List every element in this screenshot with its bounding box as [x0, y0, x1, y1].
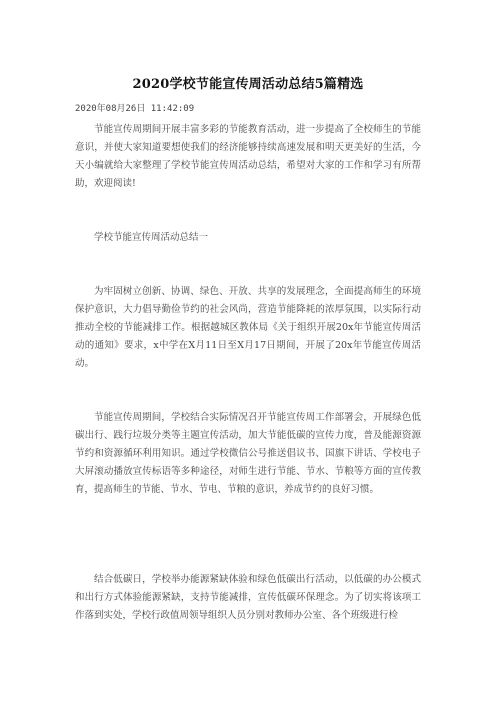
body-paragraph-3: 结合低碳日，学校举办能源紧缺体验和绿色低碳出行活动，以低碳的办公模式和出行方式体验能源紧缺，支持节能减排，宣传低碳环保理念。为了切实将该项工作落到实处，学校行政值周领导组织人员分别对教师办公室、各个班级进行检: [75, 574, 421, 621]
article-title: 2020学校节能宣传周活动总结5篇精选: [132, 77, 364, 92]
publish-date: 2020年08月26日 11:42:09: [75, 104, 195, 114]
body-paragraph-2: 节能宣传周期间，学校结合实际情况召开节能宣传周工作部署会，开展绿色低碳出行、践行垃圾分类等主题宣传活动，加大节能低碳的宣传力度，普及能源资源节约和资源循环利用知识。通过学校微信公号推送倡议书、国旗下讲话、学校电子大屏滚动播放宣传标语等多种途径，对师生进行节能、节水、节粮等方面的宣传教育，提高师生的节能、节水、节电、节粮的意识，养成节约的良好习惯。: [75, 412, 421, 495]
intro-paragraph: 节能宣传周期间开展丰富多彩的节能教育活动，进一步提高了全校师生的节能意识，并使大家知道要想使我们的经济能够持续高速发展和明天更美好的生活，今天小编就给大家整理了学校节能宣传周活动总结，希望对大家的工作和学习有所帮助，欢迎阅读!: [75, 124, 421, 189]
body-paragraph-1: 为牢固树立创新、协调、绿色、开放、共享的发展理念，全面提高师生的环境保护意识，大力倡导勤俭节约的社会风尚，营造节能降耗的浓厚氛围，以实际行动推动全校的节能减排工作。根据越城区教体局《关于组织开展20x年节能宣传周活动的通知》要求，x中学在X月11日至X月17日期间，开展了20x年节能宣传周活动。: [75, 286, 421, 369]
section-heading: 学校节能宣传周活动总结一: [94, 232, 209, 243]
